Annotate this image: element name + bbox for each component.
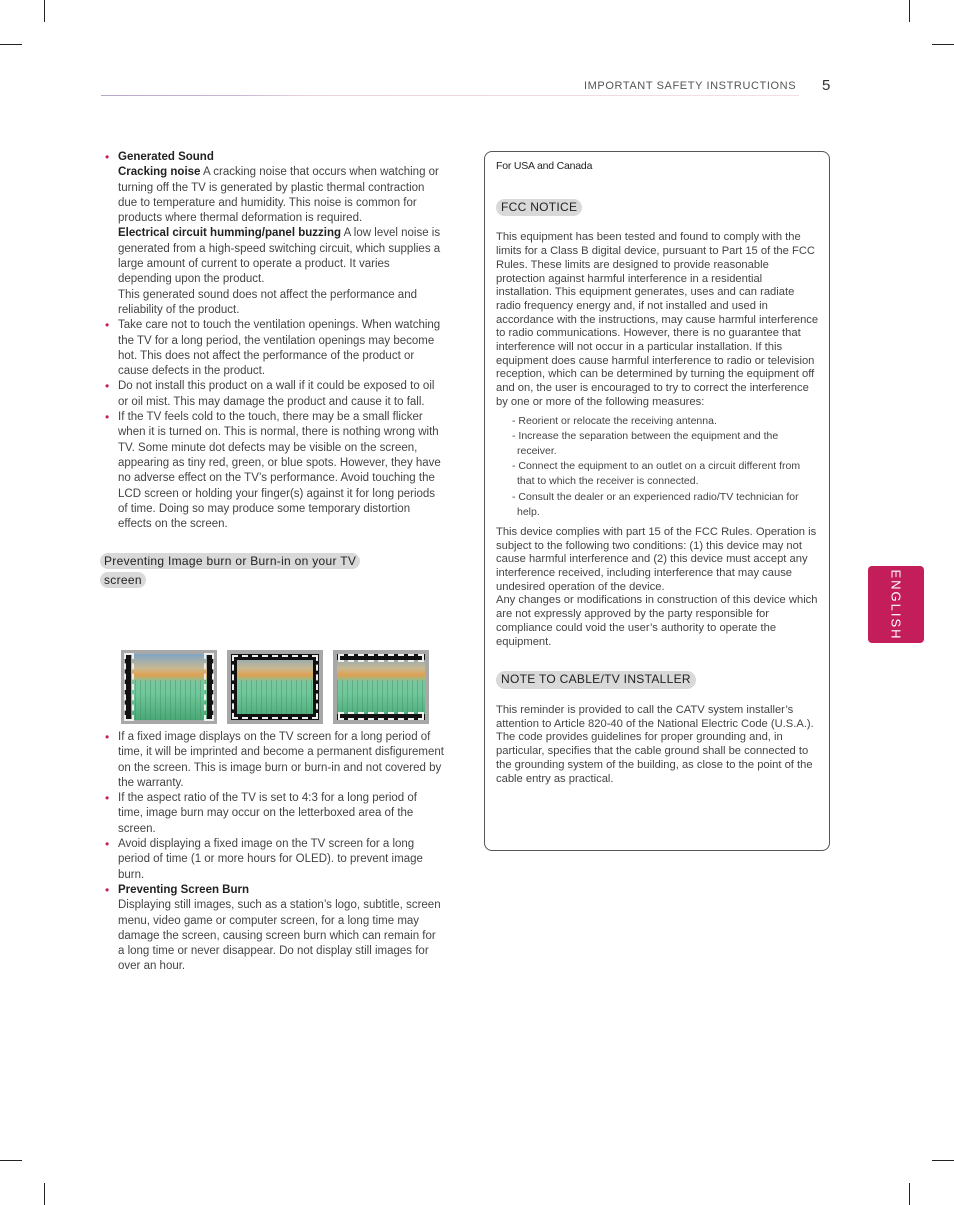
crop-mark xyxy=(0,44,22,45)
left-column xyxy=(100,150,445,589)
crop-mark xyxy=(44,1183,45,1205)
cracking-noise-text: A cracking noise that occurs when watching or turning off the TV is generated by plastic thermal contraction due to temperature and humidity. This noise is common for products where thermal deformation is required. xyxy=(118,166,439,225)
cable-installer-title: NOTE TO CABLE/TV INSTALLER xyxy=(496,671,696,689)
list-item: - Consult the dealer or an experienced radio/TV technician for help. xyxy=(512,490,799,518)
fcc-notice-text: This equipment has been tested and found to comply with the limits for a Class B digital device, pursuant to Part 15 of the FCC Rules. These limits are designed to provide reasonable protection against harmful interference in a residential installation. This equipment generates, uses and can radiate radio frequency energy and, if not installed and used in accordance with the instructions, may cause harmful interference to radio communications. However, there is no guarantee that interference will not occur in a particular installation. If this equipment does cause harmful interference to radio or television reception, which can be determined by turning the equipment off and on, the user is encouraged to try to correct the interference by one or more of the following measures: xyxy=(496,231,819,408)
screen-burn-text: Displaying still images, such as a station’s logo, subtitle, screen menu, video game or computer screen, for a long time may damage the screen, causing screen burn which can remain for a long time or never disappear. Do not display still images for over an hour. xyxy=(118,899,441,973)
crop-mark xyxy=(909,0,910,22)
list-item: • Do not install this product on a wall if it could be exposed to oil or oil mist. This may damage the product and cause it to fall. xyxy=(100,379,445,410)
fcc-changes-text: Any changes or modifications in construction of this device which are not expressly approved by the party responsible for compliance could void the user’s authority to operate the equipment. xyxy=(496,594,818,648)
list-item: • If the TV feels cold to the touch, there may be a small flicker when it is turned on. This is normal, there is nothing wrong with TV. Some minute dot defects may be visible on the screen, appearing as tiny red, green, or blue spots. However, they have no adverse effect on the TV’s performance. Avoid touching the LCD screen or holding your finger(s) against it for long periods of time. Doing so may produce some temporary distortion effects on the screen. xyxy=(100,410,445,532)
fcc-notice-box xyxy=(484,151,830,851)
left-column-lower xyxy=(100,730,445,975)
crop-mark xyxy=(0,1160,22,1161)
tv-illustration-window xyxy=(227,650,323,724)
tv-illustration-letterbox xyxy=(333,650,429,724)
header-rule xyxy=(101,95,799,96)
tv-illustration-pillarbox xyxy=(121,650,217,724)
crop-mark xyxy=(909,1183,910,1205)
crop-mark xyxy=(44,0,45,22)
list-item: • If a fixed image displays on the TV screen for a long period of time, it will be imprinted and become a permanent disfigurement on the screen. This is image burn or burn-in and not covered by the warranty. xyxy=(100,730,445,791)
list-item: - Increase the separation between the equipment and the receiver. xyxy=(512,429,779,457)
crop-mark xyxy=(932,1160,954,1161)
tv-screen-image xyxy=(337,654,425,720)
fcc-measures xyxy=(512,414,820,520)
list-item: • Avoid displaying a fixed image on the TV screen for a long period of time (1 or more hours for OLED). to prevent image burn. xyxy=(100,837,445,883)
humming-text: A low level noise is generated from a high-speed switching circuit, which supplies a large amount of current to operate a product. It varies depending upon the product. xyxy=(118,227,441,286)
burn-in-list xyxy=(100,730,445,975)
list-item: • If the aspect ratio of the TV is set to 4:3 for a long period of time, image burn may occur on the letterboxed area of the screen. xyxy=(100,791,445,837)
fcc-notice-title: FCC NOTICE xyxy=(496,199,582,217)
humming-label: Electrical circuit humming/panel buzzing xyxy=(118,227,342,240)
language-tab-label: ENGLISH xyxy=(888,568,904,641)
cracking-noise-label: Cracking noise xyxy=(118,166,201,179)
burn-in-subheading: Preventing Image burn or Burn-in on your TV screen xyxy=(100,553,360,587)
fcc-content xyxy=(496,160,820,786)
list-item xyxy=(100,883,445,975)
list-item: - Connect the equipment to an outlet on a circuit different from that to which the receiver is connected. xyxy=(512,460,801,488)
generated-sound-title: Generated Sound xyxy=(118,151,214,163)
safety-list xyxy=(100,150,445,532)
page-number: 5 xyxy=(822,77,831,94)
cable-installer-text: This reminder is provided to call the CATV system installer’s attention to Article 820-40 of the National Electric Code (U.S.A.). The code provides guidelines for proper grounding and, in particular, specifies that the cable ground shall be connected to the grounding system of the building, as close to the point of the cable entry as practical. xyxy=(496,704,814,785)
tv-screen-image xyxy=(125,654,213,720)
list-item: • Take care not to touch the ventilation openings. When watching the TV for a long period, the ventilation openings may become hot. This does not affect the performance of the product or cause defects in the product. xyxy=(100,318,445,379)
fcc-region: For USA and Canada xyxy=(496,160,593,172)
list-item xyxy=(100,150,445,318)
generated-sound-closing: This generated sound does not affect the performance and reliability of the product. xyxy=(118,288,417,316)
crop-mark xyxy=(932,44,954,45)
language-tab xyxy=(868,566,924,643)
list-item: - Reorient or relocate the receiving antenna. xyxy=(512,414,717,427)
section-title: IMPORTANT SAFETY INSTRUCTIONS xyxy=(584,80,797,92)
fcc-compliance-text: This device complies with part 15 of the FCC Rules. Operation is subject to the following two conditions: (1) this device may not cause harmful interference and (2) this device must accept any interference received, including interference that may cause undesired operation of the device. xyxy=(496,525,817,593)
burn-in-subheading-wrap xyxy=(100,552,390,589)
screen-burn-title: Preventing Screen Burn xyxy=(118,883,250,896)
